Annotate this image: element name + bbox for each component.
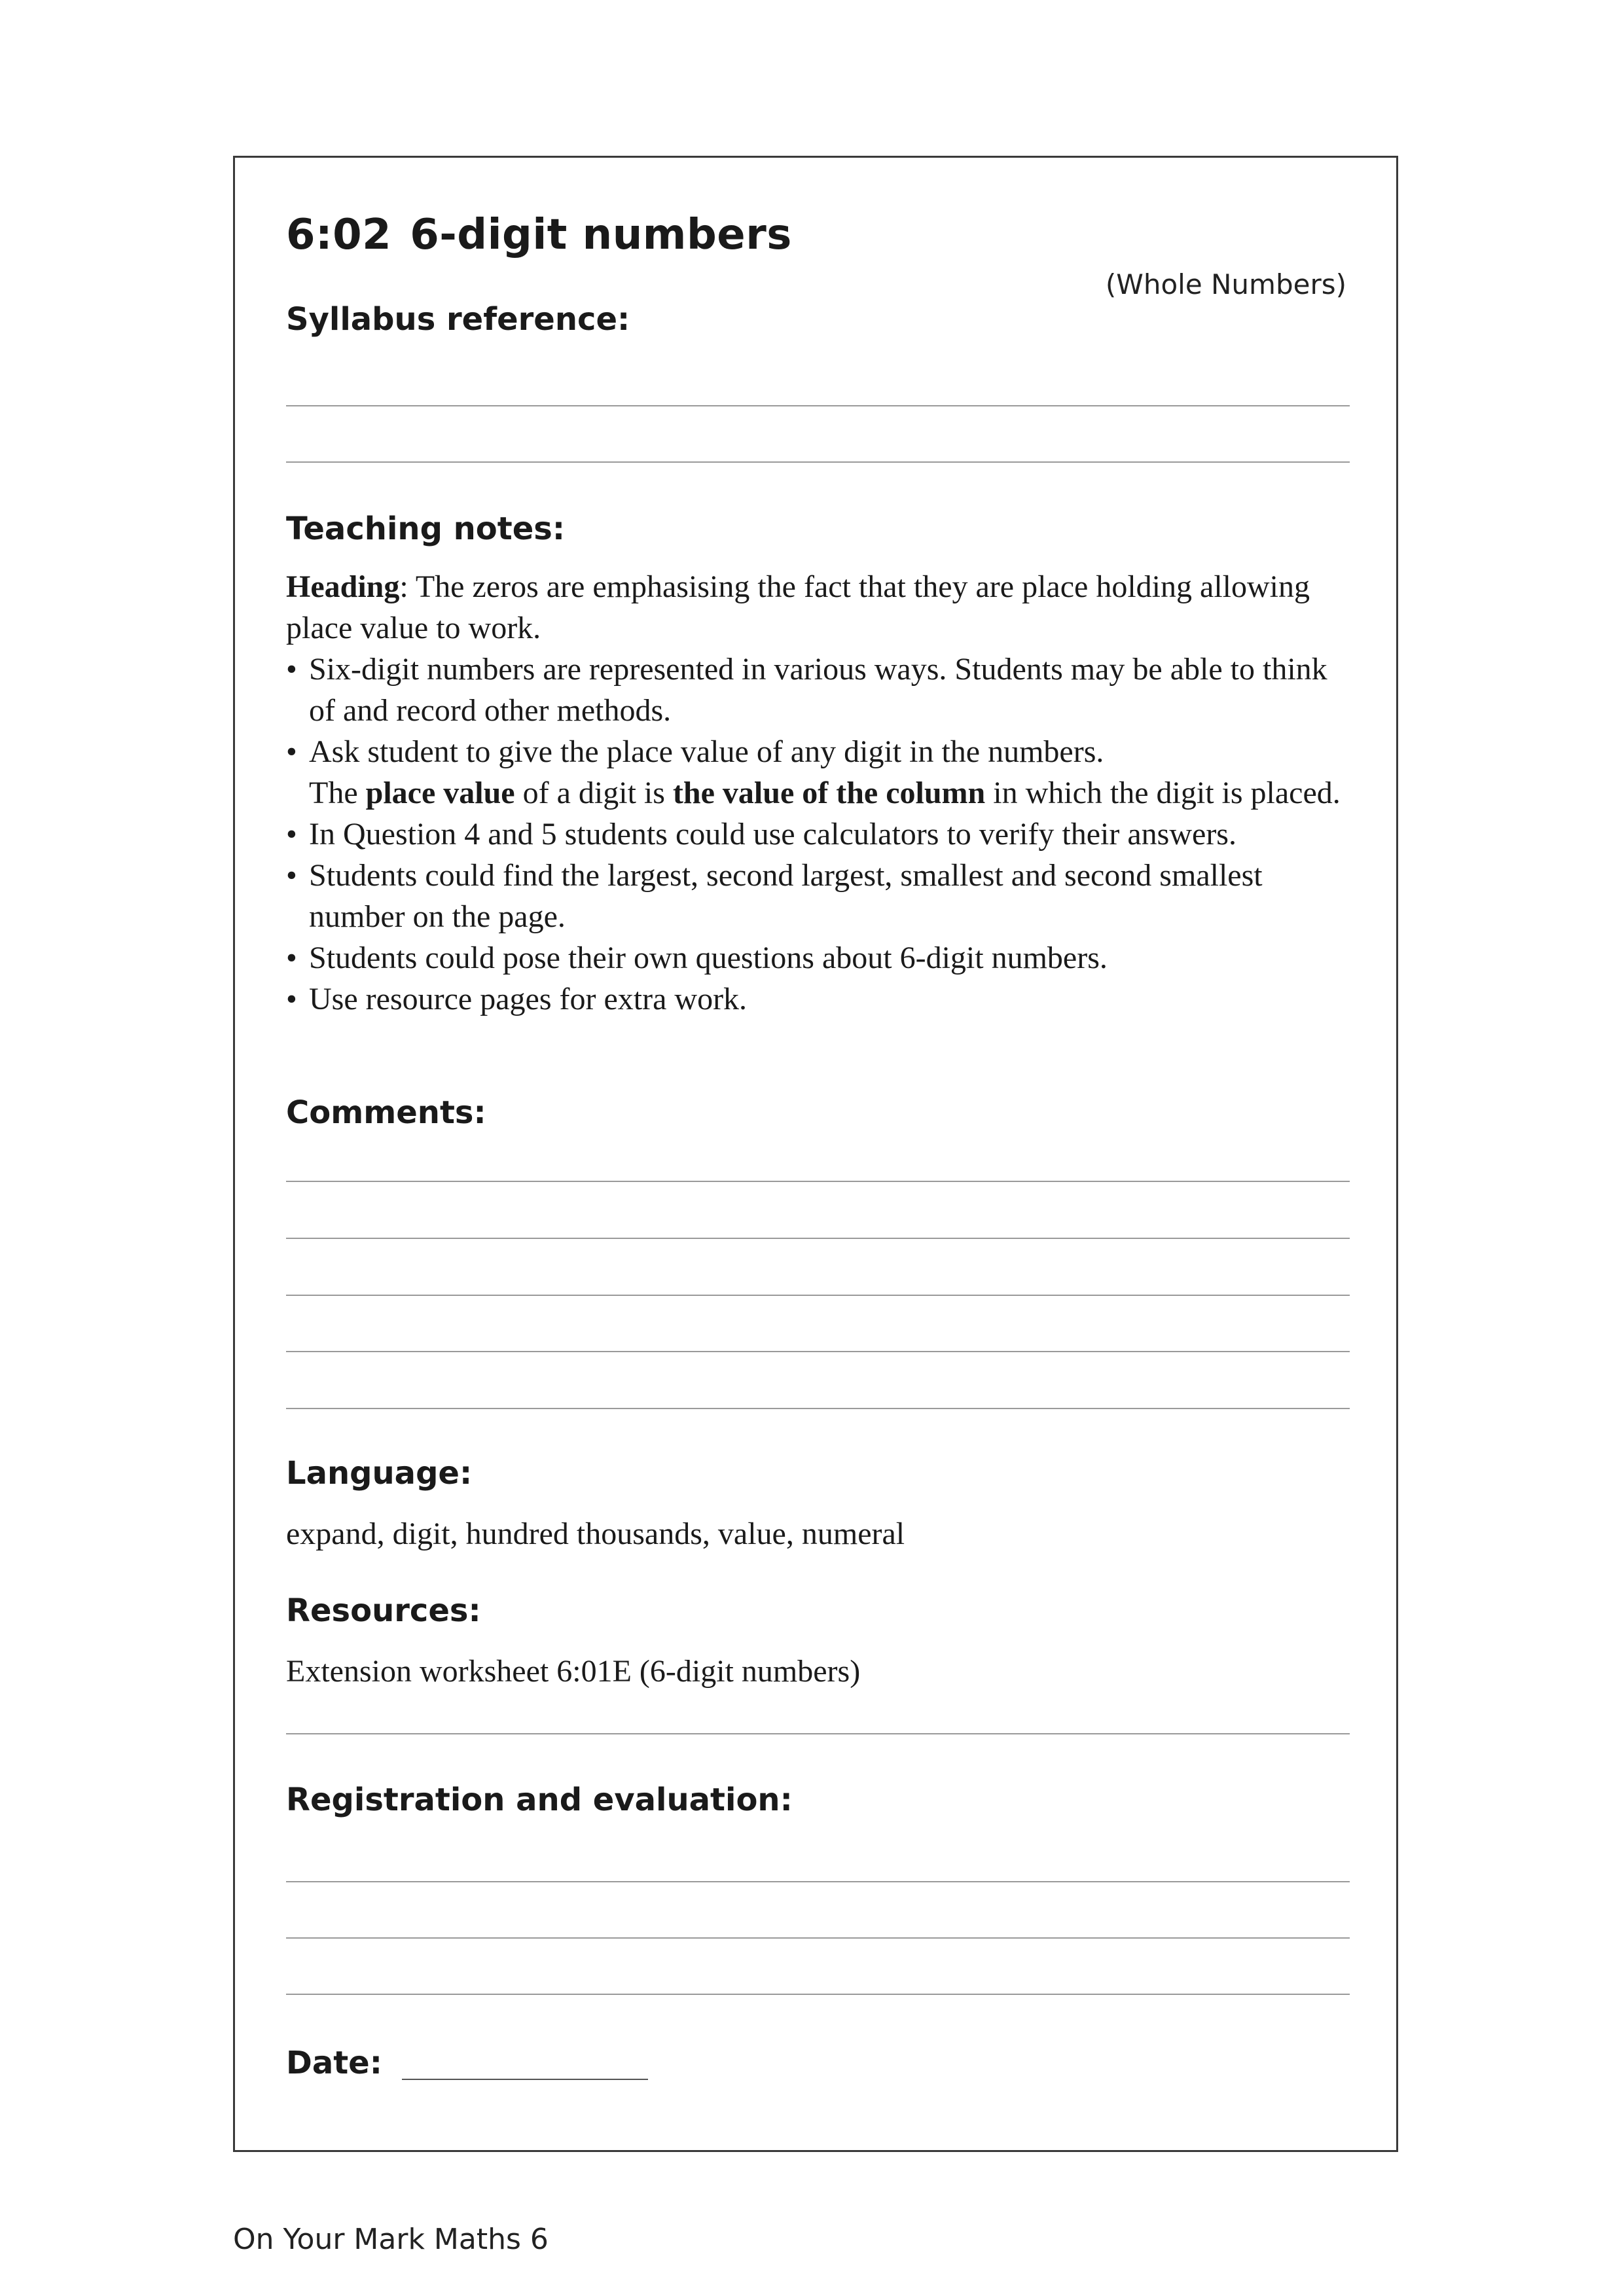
list-item — [286, 731, 1360, 814]
syllabus-line-2[interactable] — [286, 461, 1350, 463]
date-field-line[interactable] — [402, 2079, 648, 2080]
comment-line-4[interactable] — [286, 1351, 1350, 1352]
resources-line[interactable] — [286, 1733, 1350, 1734]
lesson-name: 6-digit numbers — [410, 211, 792, 259]
notes-list — [286, 649, 1360, 1020]
teaching-heading: Teaching notes: — [286, 511, 566, 547]
list-item: • Students could find the largest, second largest, smallest and second smallest number on the page. — [286, 855, 1360, 937]
syllabus-heading: Syllabus reference: — [286, 301, 630, 338]
comment-line-3[interactable] — [286, 1295, 1350, 1296]
list-item: • In Question 4 and 5 students could use calculators to verify their answers. — [286, 814, 1360, 855]
page-frame — [233, 156, 1398, 2152]
comment-line-1[interactable] — [286, 1181, 1350, 1182]
registration-line-2[interactable] — [286, 1937, 1350, 1939]
language-text: expand, digit, hundred thousands, value, numeral — [286, 1516, 905, 1551]
list-item: • Six-digit numbers are represented in various ways. Students may be able to think of and record other methods. — [286, 649, 1360, 731]
definition-text: The — [309, 776, 366, 810]
heading-note — [286, 566, 1360, 649]
list-item: • Use resource pages for extra work. — [286, 978, 1360, 1020]
page-footer: On Your Mark Maths 6 — [233, 2223, 549, 2256]
strand-label: (Whole Numbers) — [1105, 268, 1346, 300]
definition-text: of a digit is — [514, 776, 673, 810]
heading-term: Heading — [286, 569, 400, 604]
comments-heading: Comments: — [286, 1094, 486, 1131]
list-item-text: Ask student to give the place value of any digit in the numbers. — [309, 734, 1104, 769]
comment-line-2[interactable] — [286, 1238, 1350, 1239]
lesson-number: 6:02 — [286, 211, 392, 259]
syllabus-line-1[interactable] — [286, 405, 1350, 406]
resources-text: Extension worksheet 6:01E (6-digit numbers) — [286, 1654, 861, 1689]
resources-heading: Resources: — [286, 1592, 481, 1629]
language-heading: Language: — [286, 1455, 473, 1492]
comment-line-5[interactable] — [286, 1408, 1350, 1409]
heading-text: : The zeros are emphasising the fact that they are place holding allowing place value to work. — [286, 569, 1310, 645]
registration-line-1[interactable] — [286, 1881, 1350, 1882]
teaching-notes — [286, 566, 1360, 1020]
term-place-value: place value — [365, 776, 515, 810]
lesson-title — [286, 211, 792, 259]
definition-text: in which the digit is placed. — [985, 776, 1341, 810]
term-column-value: the value of the column — [672, 776, 986, 810]
date-label: Date: — [286, 2045, 382, 2081]
registration-line-3[interactable] — [286, 1994, 1350, 1995]
registration-heading: Registration and evaluation: — [286, 1782, 793, 1818]
list-item: • Students could pose their own questions about 6-digit numbers. — [286, 937, 1360, 978]
place-value-definition — [309, 772, 1360, 814]
